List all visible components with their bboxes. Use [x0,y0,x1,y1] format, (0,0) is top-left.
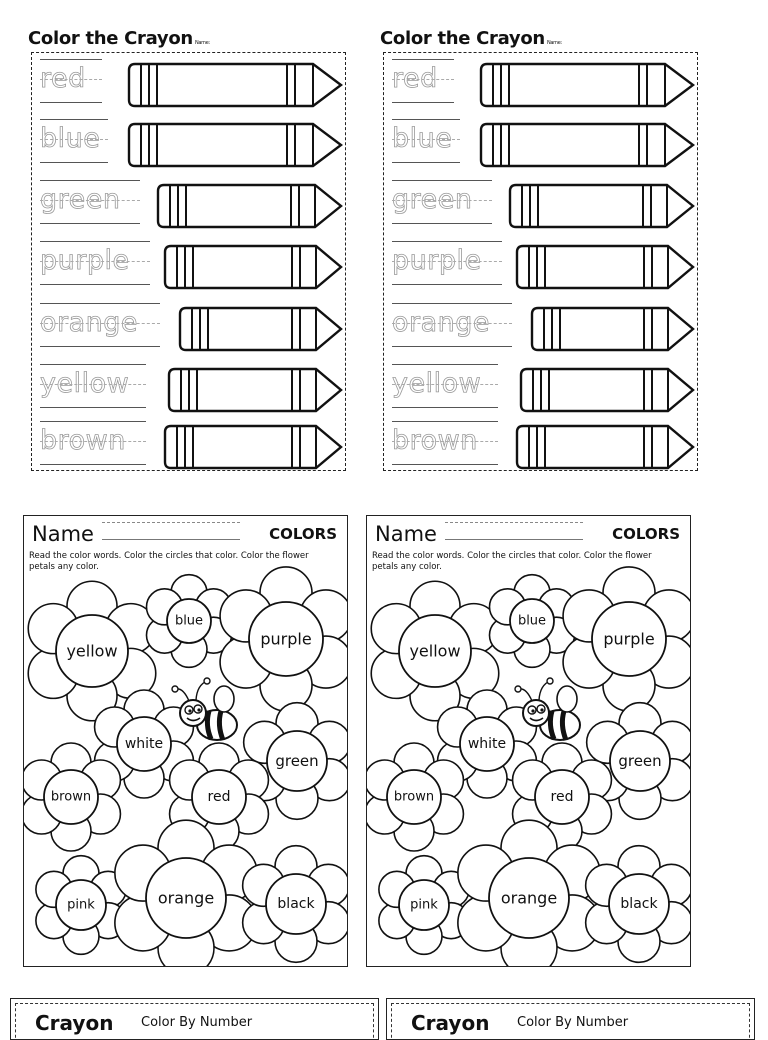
flower-color-word: white [467,736,507,752]
flower-color-word: black [620,896,658,912]
crayon-icon [163,423,345,471]
name-label: Name [375,522,437,546]
flower-worksheet-left [23,515,348,967]
flower-color-word: brown [50,789,92,805]
crayon-icon [515,243,697,291]
flower-color-word: pink [410,897,438,913]
trace-word: blue [40,119,108,163]
trace-word: blue [392,119,460,163]
crayon-icon [178,305,345,353]
name-tag: Name: [194,40,210,46]
name-tag: Name: [546,40,562,46]
trace-word: yellow [40,364,146,408]
crayon-icon [127,121,345,169]
trace-word: orange [40,303,160,347]
bee-icon [512,673,592,753]
crayon-icon [479,61,697,109]
trace-word: purple [40,241,150,285]
flower-color-word: red [207,789,231,805]
worksheet-title: Crayon [35,1011,114,1035]
trace-word: brown [40,421,146,465]
crayon-icon [530,305,697,353]
flower-color-word: green [275,752,319,770]
flower-color-word: pink [67,897,95,913]
crayon-color-by-number-left [10,998,379,1040]
trace-word: brown [392,421,498,465]
trace-word: red [40,59,102,103]
flower-color-word: white [124,736,164,752]
crayon-worksheet-right [380,28,720,473]
worksheet-title: Crayon [411,1011,490,1035]
instructions: Read the color words. Color the circles that color. Color the flower petals any color. [29,551,309,572]
sheet-heading: COLORS [269,525,337,543]
trace-word: red [392,59,454,103]
trace-word: yellow [392,364,498,408]
crayon-color-by-number-right [386,998,755,1040]
trace-word: green [40,180,140,224]
flower-color-word: yellow [66,641,118,661]
crayon-icon [519,366,697,414]
flower-color-word: green [618,752,662,770]
flower-color-word: black [277,896,315,912]
flower-color-word: red [550,789,574,805]
bee-icon [169,673,249,753]
flower-color-word: brown [393,789,435,805]
worksheet-title: Color the Crayon Name: [380,28,562,49]
flower-color-word: yellow [409,641,461,661]
crayon-icon [479,121,697,169]
flower-color-word: blue [517,613,547,629]
name-line [445,522,583,540]
flower-color-word: orange [500,888,558,908]
flower-color-word: purple [260,629,312,649]
trace-word: green [392,180,492,224]
instructions: Read the color words. Color the circles that color. Color the flower petals any color. [372,551,652,572]
crayon-icon [163,243,345,291]
sheet-heading: COLORS [612,525,680,543]
dashed-frame [31,52,346,471]
name-label: Name [32,522,94,546]
flower-color-word: purple [603,629,655,649]
trace-word: orange [392,303,512,347]
worksheet-subtitle: Color By Number [141,1015,253,1030]
crayon-icon [508,182,697,230]
crayon-icon [156,182,345,230]
crayon-icon [167,366,345,414]
flower-color-word: orange [157,888,215,908]
trace-word: purple [392,241,502,285]
flower-worksheet-right [366,515,691,967]
name-line [102,522,240,540]
crayon-icon [127,61,345,109]
dashed-frame [383,52,698,471]
flower-color-word: blue [174,613,204,629]
worksheet-subtitle: Color By Number [517,1015,629,1030]
crayon-worksheet-left [28,28,368,473]
crayon-icon [515,423,697,471]
worksheet-title: Color the Crayon Name: [28,28,210,49]
